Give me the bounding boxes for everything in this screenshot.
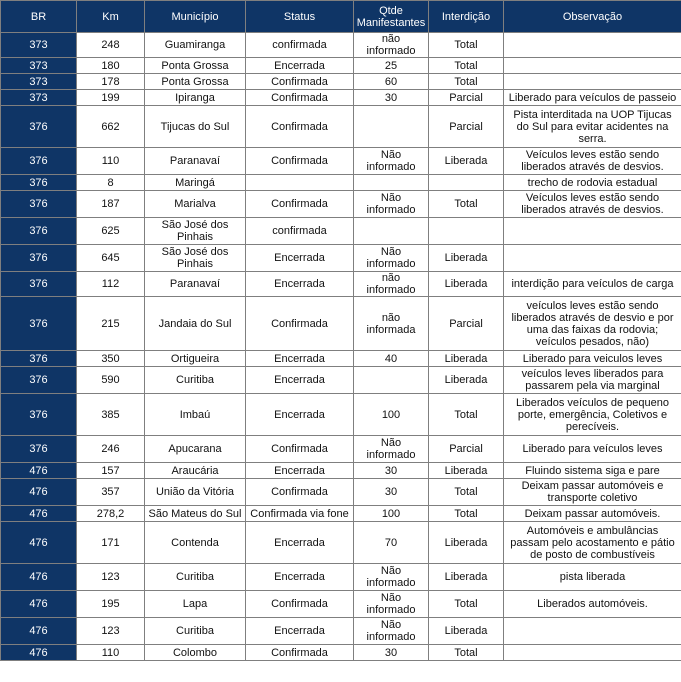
cell-interdicao: Liberada — [429, 522, 504, 564]
cell-municipio: Colombo — [145, 645, 246, 661]
cell-interdicao: Total — [429, 191, 504, 218]
table-row — [1, 218, 681, 245]
table-row — [1, 148, 681, 175]
cell-observacao: Veículos leves estão sendo liberados através de desvios. — [504, 191, 681, 218]
cell-br: 376 — [1, 106, 77, 148]
cell-status: Confirmada — [246, 297, 354, 351]
cell-interdicao — [429, 175, 504, 191]
cell-qtde-manifestantes: Não informado — [354, 591, 429, 618]
cell-status: Confirmada — [246, 90, 354, 106]
header-observacao: Observação — [504, 1, 681, 33]
cell-br: 376 — [1, 351, 77, 367]
cell-municipio: Jandaia do Sul — [145, 297, 246, 351]
cell-qtde-manifestantes: 30 — [354, 463, 429, 479]
table-row — [1, 175, 681, 191]
cell-br: 476 — [1, 479, 77, 506]
table-row — [1, 58, 681, 74]
cell-km: 157 — [77, 463, 145, 479]
cell-qtde-manifestantes: 25 — [354, 58, 429, 74]
table-row — [1, 463, 681, 479]
cell-km: 385 — [77, 394, 145, 436]
cell-interdicao: Total — [429, 74, 504, 90]
cell-km: 123 — [77, 564, 145, 591]
cell-interdicao: Liberada — [429, 148, 504, 175]
cell-interdicao: Total — [429, 394, 504, 436]
cell-qtde-manifestantes: 30 — [354, 479, 429, 506]
cell-municipio: Curitiba — [145, 618, 246, 645]
cell-interdicao: Liberada — [429, 463, 504, 479]
table-body — [1, 33, 681, 661]
table-row — [1, 394, 681, 436]
cell-municipio: Tijucas do Sul — [145, 106, 246, 148]
cell-qtde-manifestantes — [354, 106, 429, 148]
table-row — [1, 74, 681, 90]
header-row — [1, 1, 681, 33]
cell-observacao — [504, 618, 681, 645]
cell-observacao: veículos leves liberados para passarem pela via marginal — [504, 367, 681, 394]
cell-municipio: São José dos Pinhais — [145, 245, 246, 272]
cell-br: 476 — [1, 506, 77, 522]
cell-br: 476 — [1, 645, 77, 661]
cell-status: Confirmada — [246, 479, 354, 506]
cell-status: Confirmada — [246, 191, 354, 218]
cell-status: Encerrada — [246, 463, 354, 479]
cell-interdicao: Liberada — [429, 367, 504, 394]
cell-municipio: Curitiba — [145, 367, 246, 394]
cell-observacao: trecho de rodovia estadual — [504, 175, 681, 191]
cell-qtde-manifestantes: 30 — [354, 645, 429, 661]
cell-interdicao: Total — [429, 33, 504, 58]
cell-qtde-manifestantes: Não informado — [354, 148, 429, 175]
cell-status: Confirmada — [246, 74, 354, 90]
table-row — [1, 106, 681, 148]
cell-status: Encerrada — [246, 245, 354, 272]
cell-status: Confirmada — [246, 645, 354, 661]
cell-br: 476 — [1, 564, 77, 591]
cell-qtde-manifestantes — [354, 218, 429, 245]
cell-municipio: Ponta Grossa — [145, 74, 246, 90]
cell-br: 376 — [1, 297, 77, 351]
table-row — [1, 351, 681, 367]
cell-qtde-manifestantes: não informado — [354, 272, 429, 297]
cell-km: 110 — [77, 645, 145, 661]
table-row — [1, 33, 681, 58]
cell-qtde-manifestantes: Não informado — [354, 191, 429, 218]
cell-observacao: interdição para veículos de carga — [504, 272, 681, 297]
table-row — [1, 522, 681, 564]
cell-br: 376 — [1, 191, 77, 218]
cell-br: 376 — [1, 218, 77, 245]
cell-municipio: Ponta Grossa — [145, 58, 246, 74]
cell-br: 373 — [1, 90, 77, 106]
cell-municipio: Guamiranga — [145, 33, 246, 58]
cell-municipio: Contenda — [145, 522, 246, 564]
cell-municipio: São José dos Pinhais — [145, 218, 246, 245]
cell-interdicao: Liberada — [429, 618, 504, 645]
cell-interdicao: Liberada — [429, 245, 504, 272]
cell-km: 590 — [77, 367, 145, 394]
table-row — [1, 591, 681, 618]
cell-municipio: Imbaú — [145, 394, 246, 436]
cell-km: 180 — [77, 58, 145, 74]
cell-km: 625 — [77, 218, 145, 245]
cell-interdicao: Total — [429, 506, 504, 522]
cell-municipio: União da Vitória — [145, 479, 246, 506]
cell-observacao: Deixam passar automóveis e transporte coletivo — [504, 479, 681, 506]
cell-status: Confirmada — [246, 148, 354, 175]
table-row — [1, 191, 681, 218]
cell-observacao: Liberado para veículos de passeio — [504, 90, 681, 106]
table-row — [1, 245, 681, 272]
cell-br: 376 — [1, 436, 77, 463]
cell-qtde-manifestantes: 60 — [354, 74, 429, 90]
cell-status: Encerrada — [246, 618, 354, 645]
cell-qtde-manifestantes: não informado — [354, 33, 429, 58]
cell-qtde-manifestantes: Não informado — [354, 618, 429, 645]
cell-qtde-manifestantes: 40 — [354, 351, 429, 367]
cell-interdicao: Parcial — [429, 106, 504, 148]
cell-km: 171 — [77, 522, 145, 564]
table-row — [1, 618, 681, 645]
cell-interdicao: Parcial — [429, 436, 504, 463]
cell-municipio: Ipiranga — [145, 90, 246, 106]
cell-status — [246, 175, 354, 191]
cell-qtde-manifestantes — [354, 367, 429, 394]
cell-observacao — [504, 58, 681, 74]
cell-qtde-manifestantes — [354, 175, 429, 191]
table-row — [1, 367, 681, 394]
cell-interdicao: Total — [429, 58, 504, 74]
cell-br: 376 — [1, 148, 77, 175]
cell-observacao: Deixam passar automóveis. — [504, 506, 681, 522]
cell-observacao: veículos leves estão sendo liberados através de desvio e por uma das faixas da rodovia; veículos pesados, não) — [504, 297, 681, 351]
cell-br: 476 — [1, 463, 77, 479]
cell-observacao — [504, 218, 681, 245]
cell-municipio: Apucarana — [145, 436, 246, 463]
cell-km: 8 — [77, 175, 145, 191]
cell-status: confirmada — [246, 33, 354, 58]
cell-km: 662 — [77, 106, 145, 148]
cell-municipio: Paranavaí — [145, 148, 246, 175]
header-interdicao: Interdição — [429, 1, 504, 33]
cell-km: 248 — [77, 33, 145, 58]
table-row — [1, 436, 681, 463]
cell-municipio: Marialva — [145, 191, 246, 218]
cell-observacao: Liberados veículos de pequeno porte, emergência, Coletivos e perecíveis. — [504, 394, 681, 436]
cell-km: 112 — [77, 272, 145, 297]
cell-observacao — [504, 33, 681, 58]
cell-interdicao: Parcial — [429, 297, 504, 351]
cell-km: 357 — [77, 479, 145, 506]
cell-observacao: Pista interditada na UOP Tijucas do Sul para evitar acidentes na serra. — [504, 106, 681, 148]
cell-br: 376 — [1, 367, 77, 394]
cell-km: 645 — [77, 245, 145, 272]
table-row — [1, 645, 681, 661]
table-row — [1, 506, 681, 522]
cell-qtde-manifestantes: Não informado — [354, 245, 429, 272]
cell-km: 278,2 — [77, 506, 145, 522]
cell-km: 350 — [77, 351, 145, 367]
cell-observacao — [504, 74, 681, 90]
cell-qtde-manifestantes: 70 — [354, 522, 429, 564]
cell-observacao: Veículos leves estão sendo liberados através de desvios. — [504, 148, 681, 175]
table-row — [1, 479, 681, 506]
cell-municipio: Araucária — [145, 463, 246, 479]
cell-km: 123 — [77, 618, 145, 645]
cell-km: 110 — [77, 148, 145, 175]
cell-observacao: Liberado para veículos leves — [504, 436, 681, 463]
cell-br: 373 — [1, 33, 77, 58]
cell-observacao: Liberados automóveis. — [504, 591, 681, 618]
cell-status: Confirmada — [246, 436, 354, 463]
cell-km: 187 — [77, 191, 145, 218]
cell-status: Encerrada — [246, 272, 354, 297]
cell-status: Encerrada — [246, 351, 354, 367]
table-row — [1, 564, 681, 591]
cell-municipio: São Mateus do Sul — [145, 506, 246, 522]
cell-km: 195 — [77, 591, 145, 618]
cell-municipio: Curitiba — [145, 564, 246, 591]
cell-observacao — [504, 645, 681, 661]
cell-br: 373 — [1, 74, 77, 90]
cell-br: 376 — [1, 272, 77, 297]
cell-status: confirmada — [246, 218, 354, 245]
cell-interdicao: Total — [429, 591, 504, 618]
table-row — [1, 90, 681, 106]
cell-observacao: Liberado para veiculos leves — [504, 351, 681, 367]
cell-qtde-manifestantes: Não informado — [354, 436, 429, 463]
cell-observacao — [504, 245, 681, 272]
cell-br: 376 — [1, 394, 77, 436]
cell-qtde-manifestantes: 30 — [354, 90, 429, 106]
cell-br: 476 — [1, 522, 77, 564]
cell-qtde-manifestantes: Não informado — [354, 564, 429, 591]
cell-status: Confirmada via fone — [246, 506, 354, 522]
cell-br: 376 — [1, 175, 77, 191]
cell-interdicao: Parcial — [429, 90, 504, 106]
cell-status: Encerrada — [246, 58, 354, 74]
header-br: BR — [1, 1, 77, 33]
cell-interdicao: Liberada — [429, 564, 504, 591]
cell-br: 476 — [1, 591, 77, 618]
cell-qtde-manifestantes: 100 — [354, 394, 429, 436]
cell-status: Confirmada — [246, 106, 354, 148]
header-qtde-manifestantes: Qtde Manifestantes — [354, 1, 429, 33]
cell-observacao: Automóveis e ambulâncias passam pelo acostamento e pátio de posto de combustíveis — [504, 522, 681, 564]
cell-observacao: Fluindo sistema siga e pare — [504, 463, 681, 479]
cell-status: Encerrada — [246, 394, 354, 436]
cell-municipio: Lapa — [145, 591, 246, 618]
header-municipio: Município — [145, 1, 246, 33]
cell-qtde-manifestantes: não informada — [354, 297, 429, 351]
cell-interdicao — [429, 218, 504, 245]
header-km: Km — [77, 1, 145, 33]
cell-interdicao: Total — [429, 645, 504, 661]
cell-km: 178 — [77, 74, 145, 90]
cell-status: Confirmada — [246, 591, 354, 618]
cell-br: 373 — [1, 58, 77, 74]
cell-br: 376 — [1, 245, 77, 272]
table-row — [1, 272, 681, 297]
cell-km: 215 — [77, 297, 145, 351]
cell-qtde-manifestantes: 100 — [354, 506, 429, 522]
cell-status: Encerrada — [246, 564, 354, 591]
cell-municipio: Ortigueira — [145, 351, 246, 367]
cell-observacao: pista liberada — [504, 564, 681, 591]
header-status: Status — [246, 1, 354, 33]
cell-municipio: Maringá — [145, 175, 246, 191]
cell-status: Encerrada — [246, 522, 354, 564]
cell-km: 246 — [77, 436, 145, 463]
cell-br: 476 — [1, 618, 77, 645]
cell-municipio: Paranavaí — [145, 272, 246, 297]
cell-interdicao: Liberada — [429, 351, 504, 367]
cell-interdicao: Liberada — [429, 272, 504, 297]
cell-status: Encerrada — [246, 367, 354, 394]
cell-km: 199 — [77, 90, 145, 106]
table-row — [1, 297, 681, 351]
cell-interdicao: Total — [429, 479, 504, 506]
